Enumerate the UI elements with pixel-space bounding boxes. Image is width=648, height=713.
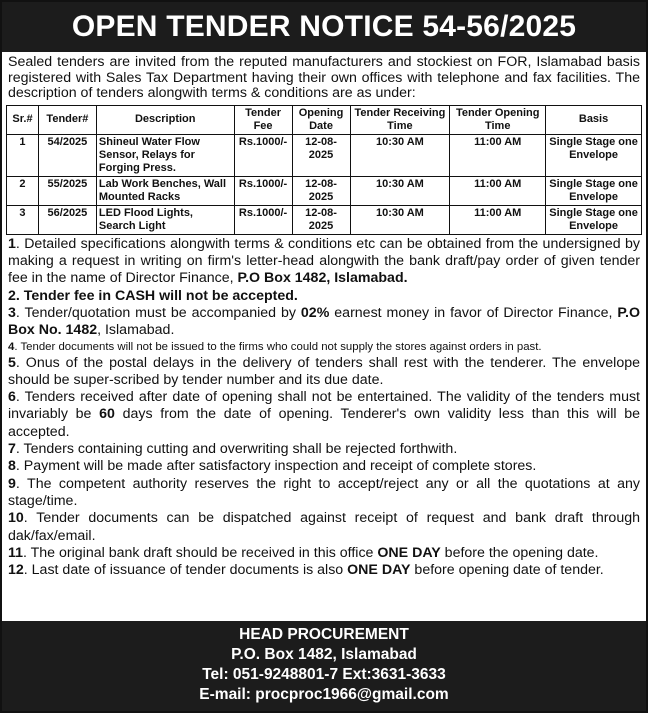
term-text: . Onus of the postal delays in the delivery of tenders shall rest with the tenderer. The envelope should be super-scribed by tender number and its due date.: [8, 354, 640, 388]
term-bold: ONE DAY: [347, 562, 411, 579]
term-11: [8, 545, 640, 562]
table-cell: 56/2025: [38, 205, 96, 234]
term-9: [8, 476, 640, 511]
table-cell: 11:00 AM: [450, 205, 546, 234]
table-cell: 12-08-2025: [292, 205, 350, 234]
table-cell: LED Flood Lights, Search Light: [96, 205, 234, 234]
term-number: 5: [8, 354, 16, 371]
term-text: . The competent authority reserves the right to accept/reject any or all the quotations at any stage/time.: [8, 475, 640, 509]
table-cell: 12-08-2025: [292, 134, 350, 176]
term-text: . Payment will be made after satisfactory inspection and receipt of complete stores.: [15, 458, 537, 475]
footer-office: HEAD PROCUREMENT: [239, 626, 409, 643]
term-text: . Detailed specifications alongwith terms & conditions etc can be obtained from the undersigned by making a request in writing on firm's letter-head alongwith the bank draft/pay order of given tender fee in the name of Director Finance,: [8, 235, 640, 287]
term-number: 6: [8, 389, 16, 406]
table-cell: 3: [7, 205, 39, 234]
term-10: [8, 510, 640, 545]
table-cell: 54/2025: [38, 134, 96, 176]
header-cell: Sr.#: [7, 105, 39, 134]
term-number: 12: [8, 562, 24, 579]
table-cell: 12-08-2025: [292, 176, 350, 205]
table-cell: Lab Work Benches, Wall Mounted Racks: [96, 176, 234, 205]
term-number: 3: [8, 304, 16, 321]
term-text: . Tender/quotation must be accompanied by: [15, 304, 301, 321]
contact-footer: [2, 621, 646, 711]
header-cell: Tender Fee: [234, 105, 292, 134]
notice-title: OPEN TENDER NOTICE 54-56/2025: [2, 2, 646, 52]
table-cell: 10:30 AM: [350, 134, 450, 176]
term-text: . Tender fee in CASH will not be accepted.: [15, 287, 298, 304]
table-cell: Rs.1000/-: [234, 176, 292, 205]
table-cell: Shineul Water Flow Sensor, Relays for Forging Press.: [96, 134, 234, 176]
term-number: 8: [8, 458, 16, 475]
term-6: [8, 389, 640, 441]
term-number: 10: [8, 510, 24, 527]
term-number: 1: [8, 235, 16, 252]
term-number: 7: [8, 441, 16, 458]
footer-phone: Tel: 051-9248801-7 Ext:3631-3633: [202, 666, 446, 683]
terms-list: [2, 235, 646, 580]
table-cell: 1: [7, 134, 39, 176]
term-text: , Islamabad.: [97, 322, 175, 339]
table-cell: 10:30 AM: [350, 176, 450, 205]
header-cell: Basis: [546, 105, 642, 134]
term-text: before the opening date.: [440, 544, 599, 561]
term-1: [8, 236, 640, 288]
term-7: [8, 441, 640, 458]
table-cell: 2: [7, 176, 39, 205]
header-cell: Tender Opening Time: [450, 105, 546, 134]
table-row: [7, 205, 642, 234]
table-cell: Single Stage one Envelope: [546, 176, 642, 205]
term-text: . The original bank draft should be received in this office: [23, 544, 378, 561]
intro-paragraph: Sealed tenders are invited from the reputed manufacturers and stockiest on FOR, Islamabad basis registered with Sales Tax Department having their own offices with telephone and fax facilities. The description of tenders alongwith terms & conditions are as under:: [8, 54, 640, 102]
header-cell: Tender Receiving Time: [350, 105, 450, 134]
term-3: [8, 305, 640, 340]
term-bold: P.O Box No. 1482: [8, 304, 641, 339]
term-12: [8, 562, 640, 579]
term-bold: ONE DAY: [377, 544, 441, 561]
table-cell: 55/2025: [38, 176, 96, 205]
header-cell: Tender#: [38, 105, 96, 134]
term-text: days from the date of opening. Tenderer's own validity less than this will be accepted.: [8, 406, 640, 440]
table-header-row: [7, 105, 642, 134]
term-text: . Last date of issuance of tender documents is also: [23, 562, 348, 579]
table-cell: Rs.1000/-: [234, 134, 292, 176]
term-number: 9: [8, 475, 16, 492]
table-row: [7, 134, 642, 176]
table-cell: 11:00 AM: [450, 176, 546, 205]
footer-address: P.O. Box 1482, Islamabad: [231, 646, 417, 663]
term-bold: 02%: [300, 304, 330, 321]
term-number: 2: [8, 287, 16, 304]
table-cell: 10:30 AM: [350, 205, 450, 234]
header-cell: Opening Date: [292, 105, 350, 134]
term-bold: 60: [99, 406, 115, 423]
term-text: . Tender documents will not be issued to the firms who could not supply the stores against orders in past.: [14, 340, 542, 353]
table-row: [7, 176, 642, 205]
term-4: [8, 340, 640, 355]
header-cell: Description: [96, 105, 234, 134]
tender-table: [6, 105, 642, 235]
term-number: 11: [8, 544, 23, 561]
term-text: earnest money in favor of Director Finance,: [329, 304, 618, 321]
table-cell: Single Stage one Envelope: [546, 134, 642, 176]
term-text: . Tender documents can be dispatched against receipt of request and bank draft through dak/fax/email.: [8, 510, 640, 544]
term-text: . Tenders containing cutting and overwriting shall be rejected forthwith.: [15, 441, 458, 458]
term-5: [8, 355, 640, 390]
table-cell: Single Stage one Envelope: [546, 205, 642, 234]
term-number: 4: [8, 340, 15, 353]
term-8: [8, 458, 640, 475]
footer-email: E-mail: procproc1966@gmail.com: [199, 686, 449, 703]
table-cell: Rs.1000/-: [234, 205, 292, 234]
term-text: . Tenders received after date of opening shall not be entertained. The validity of the tenders must invariably be: [8, 389, 640, 423]
term-2: [8, 288, 640, 305]
term-text: before opening date of tender.: [410, 562, 604, 579]
term-bold: P.O Box 1482, Islamabad.: [237, 270, 408, 287]
table-cell: 11:00 AM: [450, 134, 546, 176]
